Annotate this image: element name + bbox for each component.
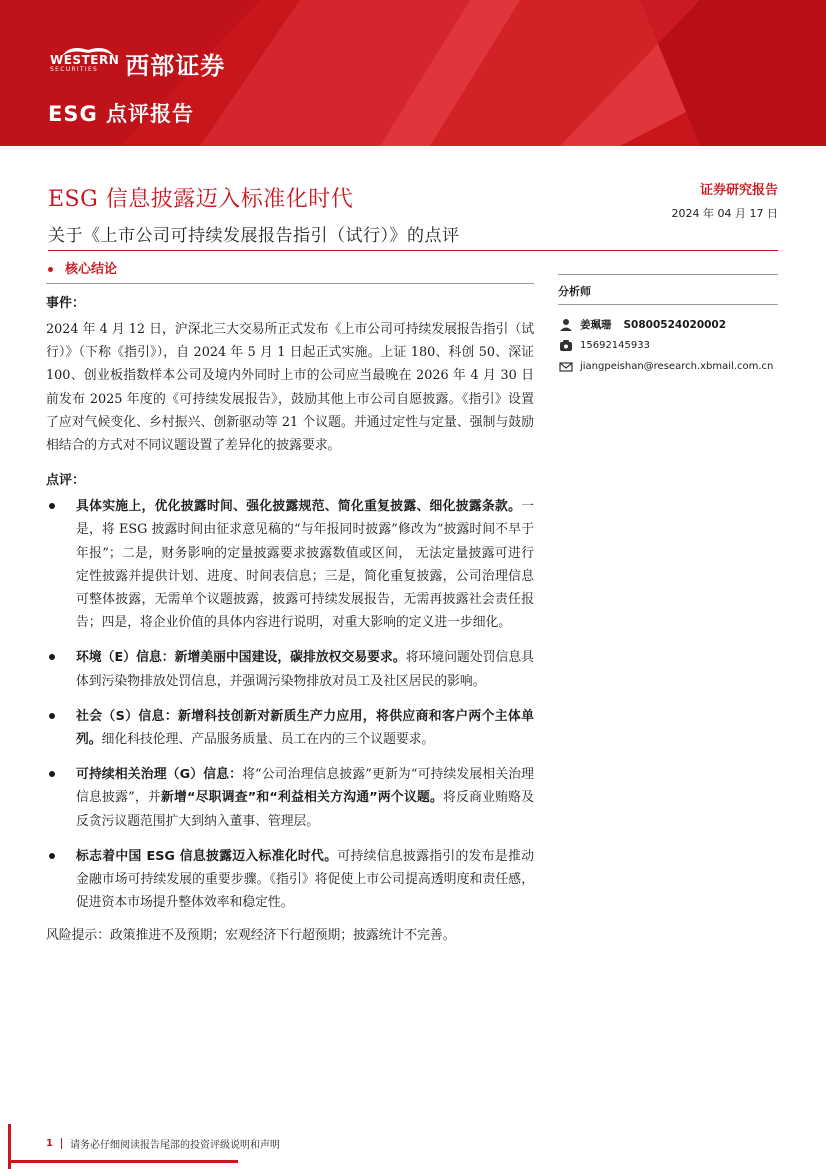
analyst-email[interactable]: jiangpeishan@research.xbmail.com.cn [580,361,774,372]
brand-logo [50,46,225,81]
report-date: 2024 年 04 月 17 日 [671,207,778,220]
review-point: 可持续相关治理（G）信息：将“公司治理信息披露”更新为“可持续发展相关治理信息披露”，并新增“尽职调查”和“利益相关方沟通”两个议题。将反商业贿赂及反贪污议题范围扩大到纳入董事、管理层。 [46,763,534,833]
footer-disclaimer: 请务必仔细阅读报告尾部的投资评级说明和声明 [69,1140,280,1151]
review-point: 社会（S）信息：新增科技创新对新质生产力应用，将供应商和客户两个主体单列。细化科技伦理、产品服务质量、员工在内的三个议题要求。 [46,705,534,751]
analyst-cert: S0800524020002 [623,318,727,331]
analyst-email-row[interactable] [558,357,778,376]
page-subtitle: 关于《上市公司可持续发展报告指引（试行）》的点评 [48,226,460,246]
review-point: 具体实施上，优化披露时间、强化披露规范、简化重复披露、细化披露条款。一是，将 ESG 披露时间由征求意见稿的“与年报同时披露”修改为“披露时间不早于年报”；二是，财务影响的定量披露要求披露数值或区间， 无法定量披露可进行定性披露并提供计划、进度、时间表信息；三是，简化重复披露，公司治理信息可整体披露，无需单个议题披露，披露可持续发展报告，无需再披露社会责任报告；四是，将企业价值的具体内容进行说明，对重大影响的定义进一步细化。 [46,495,534,634]
page-title: ESG 信息披露迈入标准化时代 [48,187,354,212]
core-divider [48,250,778,251]
event-heading: 事件： [46,296,86,311]
phone-icon [558,338,574,354]
analyst-phone-row [558,336,778,355]
page-footer [46,1136,280,1151]
bull-horns-icon [60,44,116,58]
review-point: 标志着中国 ESG 信息披露迈入标准化时代。可持续信息披露指引的发布是推动金融市场可持续发展的重要步骤。《指引》将促使上市公司提高透明度和责任感，促进资本市场提升整体效率和稳定性。 [46,845,534,915]
analyst-heading: 分析师 [558,285,591,298]
event-text: 2024 年 4 月 12 日，沪深北三大交易所正式发布《上市公司可持续发展报告指引（试行）》（下称《指引》），自 2024 年 5 月 1 日起正式实施。上证 180、科创 50、深证 100、创业板指数样本公司及境内外同时上市的公司应当最晚在 2026 年 4 月 30 日前发布 2025 年度的《可持续发展报告》，鼓励其他上市公司自愿披露。《指引》设置了应对气候变化、乡村振兴、创新驱动等 21 个议题。并通过定性与定量、强制与鼓励相结合的方式对不同议题设置了差异化的披露要求。 [46,322,534,454]
review-points [46,495,534,914]
report-category: 证券研究报告 [699,183,778,198]
core-conclusion-heading: 核心结论 [48,258,117,277]
analyst-phone: 15692145933 [580,340,650,351]
review-point: 环境（E）信息：新增美丽中国建设，碳排放权交易要求。将环境问题处罚信息具体到污染物排放处罚信息，并强调污染物排放对员工及社区居民的影响。 [46,646,534,692]
brand-chinese: 西部证券 [125,52,226,80]
header-banner [0,0,826,146]
page-number: 1 [46,1138,53,1149]
risk-warning: 风险提示：政策推进不及预期；宏观经济下行超预期；披露统计不完善。 [46,928,456,944]
report-type: ESG 点评报告 [48,102,195,126]
section-divider [46,283,534,284]
person-icon [558,317,574,333]
analyst-name-row [558,315,778,334]
review-heading: 点评： [46,473,86,489]
brand-english: WESTERN SECURITIES [50,53,120,73]
email-icon [558,359,574,375]
analyst-name: 姜珮珊 [580,319,612,331]
bullet-dot-icon [48,267,53,272]
main-content [46,283,534,947]
corner-decoration [8,1160,238,1163]
analyst-panel [558,274,778,378]
